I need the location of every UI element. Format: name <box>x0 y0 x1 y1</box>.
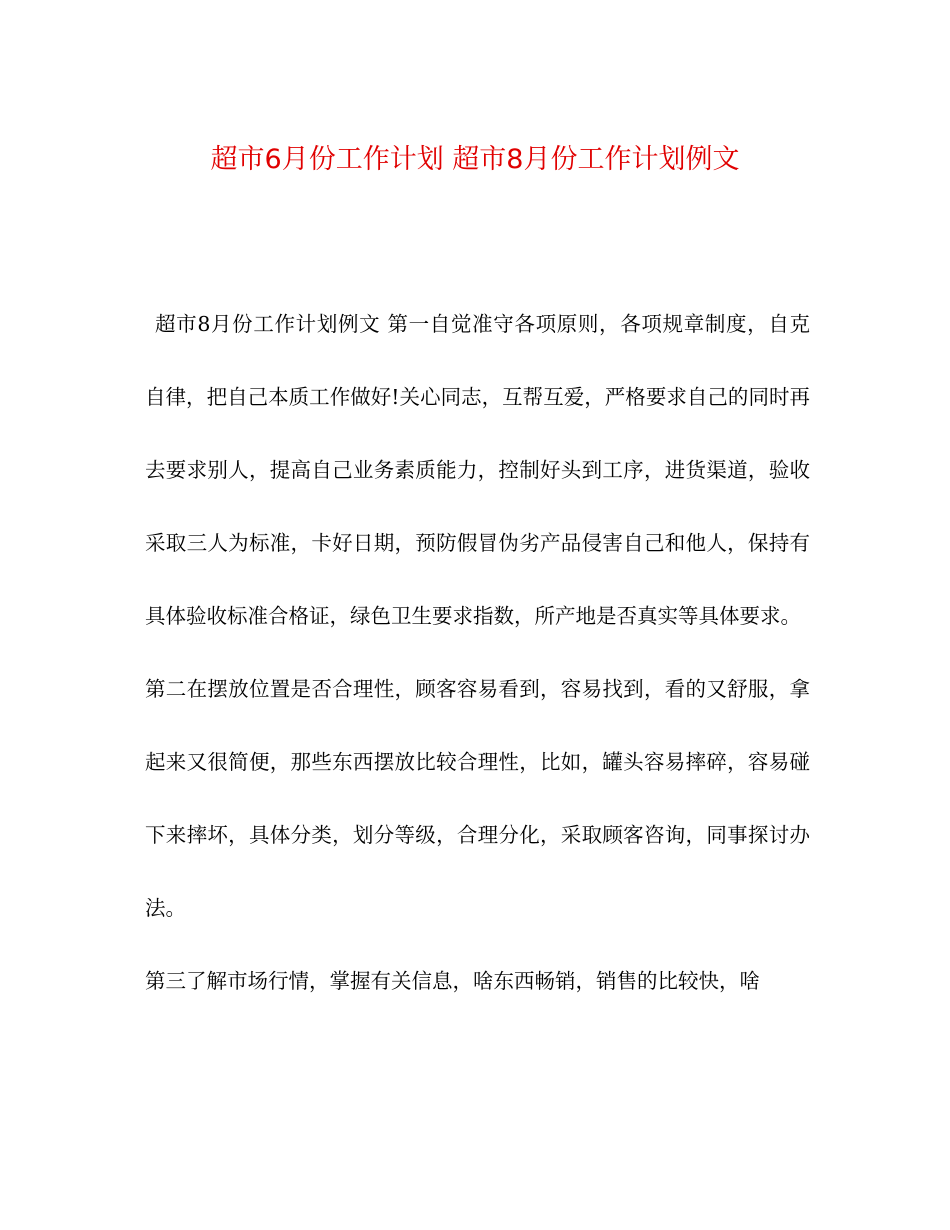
document-title: 超市6月份工作计划 超市8月份工作计划例文 <box>210 144 740 175</box>
paragraph-2: 第二在摆放位置是否合理性，顾客容易看到，容易找到，看的又舒服，拿起来又很简便，那些东西摆放比较合理性，比如，罐头容易摔碎，容易碰下来摔坏，具体分类，划分等级，合理分化，采取顾客咨询，同事探讨办法。 <box>145 677 810 920</box>
paragraph-3: 第三了解市场行情，掌握有关信息，啥东西畅销，销售的比较快，啥 <box>145 969 760 993</box>
document-body <box>145 288 810 1018</box>
paragraph-1: 超市8月份工作计划例文 第一自觉准守各项原则，各项规章制度，自克自律，把自己本质工作做好!关心同志，互帮互爱，严格要求自己的同时再去要求别人，提高自己业务素质能力，控制好头到工序，进货渠道，验收采取三人为标准，卡好日期，预防假冒伪劣产品侵害自己和他人，保持有具体验收标准合格证，绿色卫生要求指数，所产地是否真实等具体要求。 <box>145 312 810 628</box>
